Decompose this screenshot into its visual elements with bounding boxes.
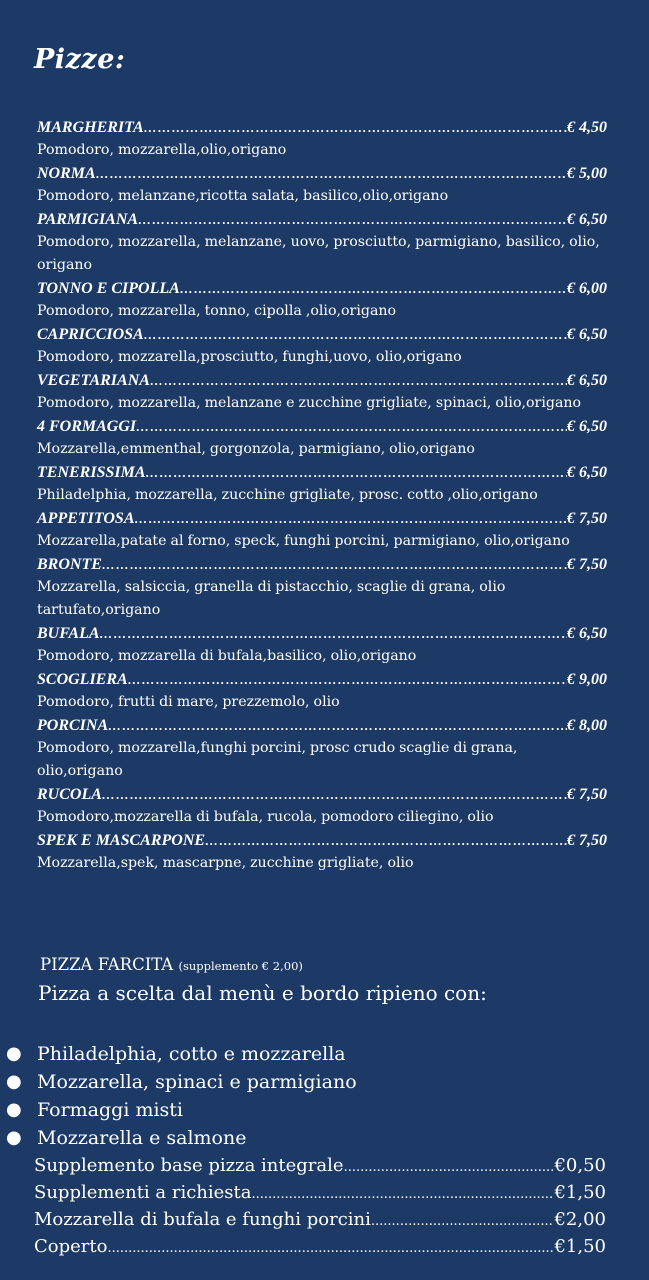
pizza-item bbox=[37, 461, 607, 507]
bullet-icon: ● bbox=[6, 1071, 22, 1092]
supplement-name: Supplemento base pizza integrale bbox=[34, 1155, 344, 1176]
pizza-price: € 9,00 bbox=[567, 671, 607, 688]
pizza-item bbox=[37, 507, 607, 553]
pizza-name: 4 FORMAGGI bbox=[37, 418, 137, 435]
pizza-name: SCOGLIERA bbox=[37, 671, 128, 688]
pizza-name: BRONTE bbox=[37, 556, 102, 573]
dot-leader bbox=[144, 116, 567, 139]
supplement-price: €1,50 bbox=[554, 1182, 606, 1203]
pizza-row bbox=[37, 277, 607, 300]
farcita-heading bbox=[40, 955, 303, 974]
pizza-row bbox=[37, 415, 607, 438]
pizza-price: € 8,00 bbox=[567, 717, 607, 734]
pizza-price: € 7,50 bbox=[567, 510, 607, 527]
pizza-row bbox=[37, 783, 607, 806]
pizza-item bbox=[37, 829, 607, 875]
supplement-price: €0,50 bbox=[554, 1155, 606, 1176]
pizza-row bbox=[37, 553, 607, 576]
dot-leader bbox=[150, 369, 567, 392]
pizza-price: € 4,50 bbox=[567, 119, 607, 136]
supplement-row bbox=[34, 1206, 606, 1233]
pizza-name: BUFALA bbox=[37, 625, 100, 642]
farcita-note: (supplemento € 2,00) bbox=[178, 959, 303, 973]
pizza-item bbox=[37, 783, 607, 829]
farcita-label: PIZZA FARCITA bbox=[40, 955, 174, 974]
pizza-row bbox=[37, 507, 607, 530]
pizza-item bbox=[37, 208, 607, 277]
pizza-item bbox=[37, 622, 607, 668]
pizza-price: € 7,50 bbox=[567, 832, 607, 849]
pizza-price: € 7,50 bbox=[567, 556, 607, 573]
pizza-item bbox=[37, 277, 607, 323]
supplement-list bbox=[34, 1152, 606, 1260]
page-title: Pizze: bbox=[34, 44, 126, 75]
pizza-ingredients: Pomodoro, mozzarella,olio,origano bbox=[37, 142, 287, 158]
dot-leader bbox=[146, 461, 568, 484]
pizza-price: € 6,50 bbox=[567, 211, 607, 228]
pizza-price: € 6,50 bbox=[567, 625, 607, 642]
pizza-name: PORCINA bbox=[37, 717, 109, 734]
filling-text: Philadelphia, cotto e mozzarella bbox=[37, 1043, 346, 1065]
pizza-row bbox=[37, 208, 607, 231]
dot-leader bbox=[144, 323, 567, 346]
filling-item bbox=[0, 1068, 649, 1096]
filling-text: Formaggi misti bbox=[37, 1099, 184, 1121]
filling-text: Mozzarella e salmone bbox=[37, 1127, 247, 1149]
pizza-item bbox=[37, 116, 607, 162]
pizza-row bbox=[37, 369, 607, 392]
dot-leader bbox=[102, 553, 567, 576]
bullet-icon: ● bbox=[6, 1127, 22, 1148]
dot-leader bbox=[136, 415, 567, 438]
filling-item bbox=[0, 1124, 649, 1152]
pizza-name: APPETITOSA bbox=[37, 510, 135, 527]
pizza-price: € 6,50 bbox=[567, 464, 607, 481]
pizza-row bbox=[37, 714, 607, 737]
pizza-row bbox=[37, 622, 607, 645]
pizza-ingredients: Pomodoro,mozzarella di bufala, rucola, pomodoro ciliegino, olio bbox=[37, 809, 494, 825]
pizza-price: € 5,00 bbox=[567, 165, 607, 182]
pizza-ingredients: Mozzarella,spek, mascarpne, zucchine grigliate, olio bbox=[37, 855, 414, 871]
supplement-price: €1,50 bbox=[554, 1236, 606, 1257]
filling-item bbox=[0, 1040, 649, 1068]
pizza-item bbox=[37, 369, 607, 415]
pizza-item bbox=[37, 323, 607, 369]
pizza-price: € 6,50 bbox=[567, 326, 607, 343]
pizza-price: € 7,50 bbox=[567, 786, 607, 803]
filling-item bbox=[0, 1096, 649, 1124]
pizza-ingredients: Mozzarella,patate al forno, speck, funghi porcini, parmigiano, olio,origano bbox=[37, 533, 570, 549]
dot-leader bbox=[205, 829, 567, 852]
dot-leader bbox=[344, 1154, 555, 1181]
pizza-price: € 6,50 bbox=[567, 372, 607, 389]
dot-leader bbox=[138, 208, 567, 231]
dot-leader bbox=[128, 668, 567, 691]
pizza-row bbox=[37, 829, 607, 852]
dot-leader bbox=[135, 507, 568, 530]
pizza-ingredients: Mozzarella,emmenthal, gorgonzola, parmigiano, olio,origano bbox=[37, 441, 475, 457]
pizza-name: SPEK E MASCARPONE bbox=[37, 832, 206, 849]
dot-leader bbox=[102, 783, 567, 806]
pizza-price: € 6,00 bbox=[567, 280, 607, 297]
pizza-price: € 6,50 bbox=[567, 418, 607, 435]
pizza-name: MARGHERITA bbox=[37, 119, 144, 136]
pizza-name: NORMA bbox=[37, 165, 96, 182]
pizza-row bbox=[37, 162, 607, 185]
bullet-icon: ● bbox=[6, 1043, 22, 1064]
filling-list bbox=[0, 1040, 649, 1152]
dot-leader bbox=[371, 1208, 555, 1235]
supplement-row bbox=[34, 1233, 606, 1260]
supplement-name: Coperto bbox=[34, 1236, 108, 1257]
farcita-intro: Pizza a scelta dal menù e bordo ripieno con: bbox=[38, 981, 487, 1005]
pizza-ingredients: Mozzarella, salsiccia, granella di pistacchio, scaglie di grana, olio tartufato,origano bbox=[37, 579, 506, 618]
pizza-row bbox=[37, 116, 607, 139]
filling-text: Mozzarella, spinaci e parmigiano bbox=[37, 1071, 357, 1093]
pizza-item bbox=[37, 162, 607, 208]
pizza-item bbox=[37, 714, 607, 783]
pizza-row bbox=[37, 461, 607, 484]
pizza-ingredients: Pomodoro, melanzane,ricotta salata, basilico,olio,origano bbox=[37, 188, 449, 204]
pizza-ingredients: Pomodoro, mozzarella,funghi porcini, prosc crudo scaglie di grana, olio,origano bbox=[37, 740, 518, 779]
dot-leader bbox=[180, 277, 567, 300]
pizza-list bbox=[37, 116, 607, 875]
pizza-ingredients: Pomodoro, mozzarella, melanzane e zucchine grigliate, spinaci, olio,origano bbox=[37, 395, 582, 411]
dot-leader bbox=[252, 1181, 555, 1208]
pizza-name: RUCOLA bbox=[37, 786, 102, 803]
pizza-ingredients: Pomodoro, mozzarella, tonno, cipolla ,olio,origano bbox=[37, 303, 397, 319]
pizza-name: TONNO E CIPOLLA bbox=[37, 280, 180, 297]
dot-leader bbox=[100, 622, 567, 645]
pizza-name: CAPRICCIOSA bbox=[37, 326, 144, 343]
pizza-ingredients: Pomodoro, mozzarella, melanzane, uovo, prosciutto, parmigiano, basilico, olio, origano bbox=[37, 234, 600, 273]
supplement-price: €2,00 bbox=[554, 1209, 606, 1230]
pizza-row bbox=[37, 323, 607, 346]
pizza-item bbox=[37, 553, 607, 622]
pizza-row bbox=[37, 668, 607, 691]
pizza-ingredients: Pomodoro, mozzarella,prosciutto, funghi,uovo, olio,origano bbox=[37, 349, 462, 365]
pizza-ingredients: Pomodoro, frutti di mare, prezzemolo, olio bbox=[37, 694, 340, 710]
pizza-item bbox=[37, 415, 607, 461]
pizza-ingredients: Pomodoro, mozzarella di bufala,basilico, olio,origano bbox=[37, 648, 417, 664]
supplement-row bbox=[34, 1152, 606, 1179]
pizza-name: PARMIGIANA bbox=[37, 211, 139, 228]
dot-leader bbox=[96, 162, 567, 185]
dot-leader bbox=[108, 714, 567, 737]
bullet-icon: ● bbox=[6, 1099, 22, 1120]
pizza-item bbox=[37, 668, 607, 714]
dot-leader bbox=[107, 1235, 554, 1262]
supplement-row bbox=[34, 1179, 606, 1206]
supplement-name: Supplementi a richiesta bbox=[34, 1182, 252, 1203]
pizza-name: VEGETARIANA bbox=[37, 372, 150, 389]
supplement-name: Mozzarella di bufala e funghi porcini bbox=[34, 1209, 371, 1230]
pizza-ingredients: Philadelphia, mozzarella, zucchine grigliate, prosc. cotto ,olio,origano bbox=[37, 487, 538, 503]
pizza-name: TENERISSIMA bbox=[37, 464, 146, 481]
